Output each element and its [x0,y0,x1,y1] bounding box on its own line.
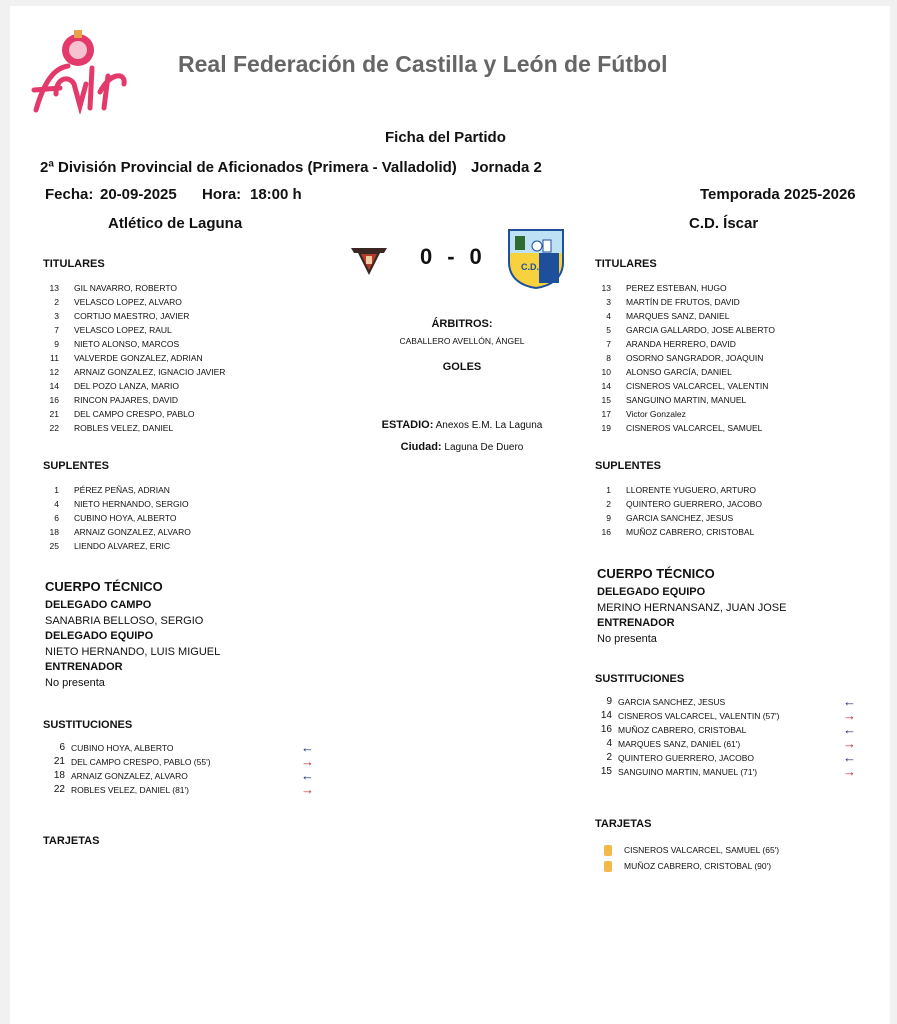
home-titulares-heading: TITULARES [43,258,105,270]
player-name: CORTIJO MAESTRO, JAVIER [74,311,190,321]
away-titulares-list [595,281,855,435]
player-name: CUBINO HOYA, ALBERTO [74,513,177,523]
player-name: LIENDO ALVAREZ, ERIC [74,541,171,551]
federation-name: Real Federación de Castilla y León de Fútbol [178,51,668,77]
staff-role: ENTRENADOR [597,617,675,629]
player-row [595,323,855,337]
player-row [595,393,855,407]
stadium-name: Anexos E.M. La Laguna [435,420,543,431]
player-number: 5 [606,325,611,335]
player-number: 7 [54,325,59,335]
away-suplentes-heading: SUPLENTES [595,460,662,472]
player-number: 15 [601,395,611,405]
player-row [43,323,303,337]
player-row [43,365,303,379]
home-score: 0 [420,244,434,269]
player-number: 6 [54,513,59,523]
yellow-card-icon [604,861,612,872]
substitution-row [45,784,315,798]
referee-name: CABALLERO AVELLÓN, ÁNGEL [399,336,525,346]
score-separator: - [447,244,456,269]
substitution-player: ARNAIZ GONZALEZ, ALVARO [71,771,188,781]
substitution-player: SANGUINO MARTIN, MANUEL (71') [618,767,758,777]
player-row [595,483,855,497]
player-number: 25 [49,541,59,551]
player-name: ALONSO GARCÍA, DANIEL [626,367,732,377]
player-row [43,525,303,539]
away-cuerpo-heading: CUERPO TÉCNICO [597,566,715,581]
away-staff-list [597,585,786,647]
away-sustituciones-heading: SUSTITUCIONES [595,673,685,685]
substitution-number: 6 [59,742,65,753]
home-staff-list [45,598,220,691]
match-date: 20-09-2025 [100,186,177,203]
player-number: 18 [49,527,59,537]
player-name: GARCIA SANCHEZ, JESUS [626,513,734,523]
away-score: 0 [469,244,483,269]
player-row [595,295,855,309]
player-number: 11 [50,353,59,363]
substitution-row [45,742,315,756]
player-number: 9 [54,339,59,349]
home-suplentes-list [43,483,303,553]
substitution-number: 22 [53,784,65,795]
substitution-player: MUÑOZ CABRERO, CRISTOBAL [618,725,747,735]
away-subs-list [592,696,857,780]
player-number: 9 [606,513,611,523]
substitution-number: 9 [606,696,612,707]
document-title: Ficha del Partido [385,129,506,146]
substitution-number: 14 [600,710,612,721]
home-suplentes-heading: SUPLENTES [43,460,110,472]
substitution-number: 2 [606,752,612,763]
player-number: 4 [54,499,59,509]
player-row [43,421,303,435]
player-name: VELASCO LOPEZ, ALVARO [74,297,182,307]
player-number: 14 [601,381,611,391]
player-number: 1 [54,485,59,495]
home-cuerpo-heading: CUERPO TÉCNICO [45,579,163,594]
home-team-name: Atlético de Laguna [108,215,243,232]
city-line [362,441,562,453]
arrow-left-icon: ← [843,750,856,765]
staff-name: SANABRIA BELLOSO, SERGIO [45,614,204,627]
arrow-left-icon: ← [843,722,856,737]
player-number: 2 [606,499,611,509]
player-number: 1 [606,485,611,495]
stadium-label: ESTADIO: [381,419,434,431]
player-name: GARCIA GALLARDO, JOSE ALBERTO [626,325,775,335]
substitution-row [592,710,857,724]
player-row [595,379,855,393]
staff-role: DELEGADO EQUIPO [597,586,706,598]
player-name: MARQUES SANZ, DANIEL [626,311,730,321]
city-label: Ciudad: [400,441,442,453]
player-row [43,309,303,323]
player-number: 2 [54,297,59,307]
substitution-player: ROBLES VELEZ, DANIEL (81') [71,785,189,795]
federation-logo-icon [30,22,134,114]
player-name: QUINTERO GUERRERO, JACOBO [626,499,763,509]
away-cards-list [604,844,864,876]
player-row [595,337,855,351]
substitution-player: CISNEROS VALCARCEL, VALENTIN (57') [618,711,780,721]
player-name: VELASCO LOPEZ, RAUL [74,325,172,335]
away-suplentes-list [595,483,855,539]
player-name: CISNEROS VALCARCEL, VALENTIN [626,381,769,391]
arrow-right-icon: → [843,736,856,751]
player-number: 22 [49,423,59,433]
staff-role: DELEGADO CAMPO [45,599,152,611]
substitution-player: GARCIA SANCHEZ, JESUS [618,697,726,707]
home-tarjetas-heading: TARJETAS [43,835,100,847]
player-row [595,281,855,295]
goals-heading: GOLES [442,361,482,373]
player-row [595,497,855,511]
arrow-right-icon: → [301,754,314,769]
player-number: 16 [49,395,59,405]
substitution-row [45,770,315,784]
card-row [604,844,864,860]
player-row [595,511,855,525]
substitution-number: 4 [606,738,612,749]
staff-name: MERINO HERNANSANZ, JUAN JOSE [597,601,787,614]
player-number: 7 [606,339,611,349]
home-titulares-list [43,281,303,435]
player-number: 10 [601,367,611,377]
staff-name: No presenta [45,676,105,689]
player-row [43,281,303,295]
referees-heading: ÁRBITROS: [431,318,493,330]
substitution-row [592,724,857,738]
staff-name: NIETO HERNANDO, LUIS MIGUEL [45,645,221,658]
substitution-row [592,766,857,780]
yellow-card-icon [604,845,612,856]
jornada: Jornada 2 [471,159,542,176]
substitution-row [45,756,315,770]
player-row [43,407,303,421]
arrow-right-icon: → [843,708,856,723]
card-player: MUÑOZ CABRERO, CRISTOBAL (90') [624,861,772,871]
player-row [595,407,855,421]
home-crest-icon [350,245,388,277]
player-name: NIETO HERNANDO, SERGIO [74,499,189,509]
substitution-number: 21 [53,756,65,767]
stadium-line [362,419,562,431]
staff-name: No presenta [597,632,657,645]
player-name: MARTÍN DE FRUTOS, DAVID [626,297,740,307]
time-label: Hora: [202,186,242,203]
substitution-player: CUBINO HOYA, ALBERTO [71,743,174,753]
player-number: 8 [606,353,611,363]
home-sustituciones-heading: SUSTITUCIONES [43,719,133,731]
player-row [43,295,303,309]
away-team-name: C.D. Íscar [689,215,759,232]
player-name: DEL POZO LANZA, MARIO [74,381,180,391]
player-name: GIL NAVARRO, ROBERTO [74,283,177,293]
arrow-right-icon: → [301,782,314,797]
player-number: 19 [601,423,611,433]
player-name: LLORENTE YUGUERO, ARTURO [626,485,757,495]
player-name: PEREZ ESTEBAN, HUGO [626,283,727,293]
player-row [43,497,303,511]
player-number: 3 [54,311,59,321]
date-label: Fecha: [45,186,94,203]
away-crest-icon [507,228,565,290]
player-name: PÉREZ PEÑAS, ADRIAN [74,485,170,495]
player-row [595,309,855,323]
arrow-right-icon: → [843,764,856,779]
player-row [43,483,303,497]
substitution-row [592,696,857,710]
player-row [43,379,303,393]
player-name: RINCON PAJARES, DAVID [74,395,179,405]
player-number: 13 [601,283,611,293]
arrow-left-icon: ← [301,740,314,755]
substitution-number: 15 [600,766,612,777]
substitution-row [592,752,857,766]
player-number: 16 [601,527,611,537]
staff-role: DELEGADO EQUIPO [45,630,154,642]
match-time: 18:00 h [250,186,302,203]
player-row [43,351,303,365]
player-name: NIETO ALONSO, MARCOS [74,339,180,349]
player-name: ARNAIZ GONZALEZ, ALVARO [74,527,191,537]
player-number: 3 [606,297,611,307]
staff-role: ENTRENADOR [45,661,123,673]
player-row [595,525,855,539]
player-name: DEL CAMPO CRESPO, PABLO [74,409,195,419]
player-name: Victor Gonzalez [626,409,686,419]
player-name: VALVERDE GONZALEZ, ADRIAN [74,353,203,363]
player-name: ROBLES VELEZ, DANIEL [74,423,174,433]
substitution-number: 16 [600,724,612,735]
substitution-player: QUINTERO GUERRERO, JACOBO [618,753,755,763]
player-number: 4 [606,311,611,321]
arrow-left-icon: ← [301,768,314,783]
player-number: 14 [49,381,59,391]
match-sheet-page [10,6,890,1024]
player-row [43,511,303,525]
scoreboard [420,244,483,270]
competition-name: 2ª División Provincial de Aficionados (Primera - Valladolid) [40,159,457,176]
home-subs-list [45,742,315,798]
substitution-player: DEL CAMPO CRESPO, PABLO (55') [71,757,211,767]
player-number: 12 [49,367,59,377]
player-name: MUÑOZ CABRERO, CRISTOBAL [626,527,755,537]
player-row [595,351,855,365]
player-number: 13 [49,283,59,293]
card-row [604,860,864,876]
away-titulares-heading: TITULARES [595,258,657,270]
player-name: CISNEROS VALCARCEL, SAMUEL [626,423,763,433]
player-row [43,539,303,553]
player-row [595,365,855,379]
substitution-number: 18 [53,770,65,781]
player-number: 17 [601,409,611,419]
player-row [43,393,303,407]
player-name: SANGUINO MARTIN, MANUEL [626,395,747,405]
player-row [595,421,855,435]
away-crest-text: C.D. [521,262,539,272]
season: Temporada 2025-2026 [700,186,856,203]
substitution-row [592,738,857,752]
city-name: Laguna De Duero [444,442,524,453]
player-number: 21 [49,409,59,419]
away-tarjetas-heading: TARJETAS [595,818,652,830]
arrow-left-icon: ← [843,694,856,709]
player-name: ARANDA HERRERO, DAVID [626,339,736,349]
substitution-player: MARQUES SANZ, DANIEL (61') [618,739,741,749]
player-name: OSORNO SANGRADOR, JOAQUIN [626,353,764,363]
player-name: ARNAIZ GONZALEZ, IGNACIO JAVIER [74,367,226,377]
card-player: CISNEROS VALCARCEL, SAMUEL (65') [624,845,780,855]
player-row [43,337,303,351]
